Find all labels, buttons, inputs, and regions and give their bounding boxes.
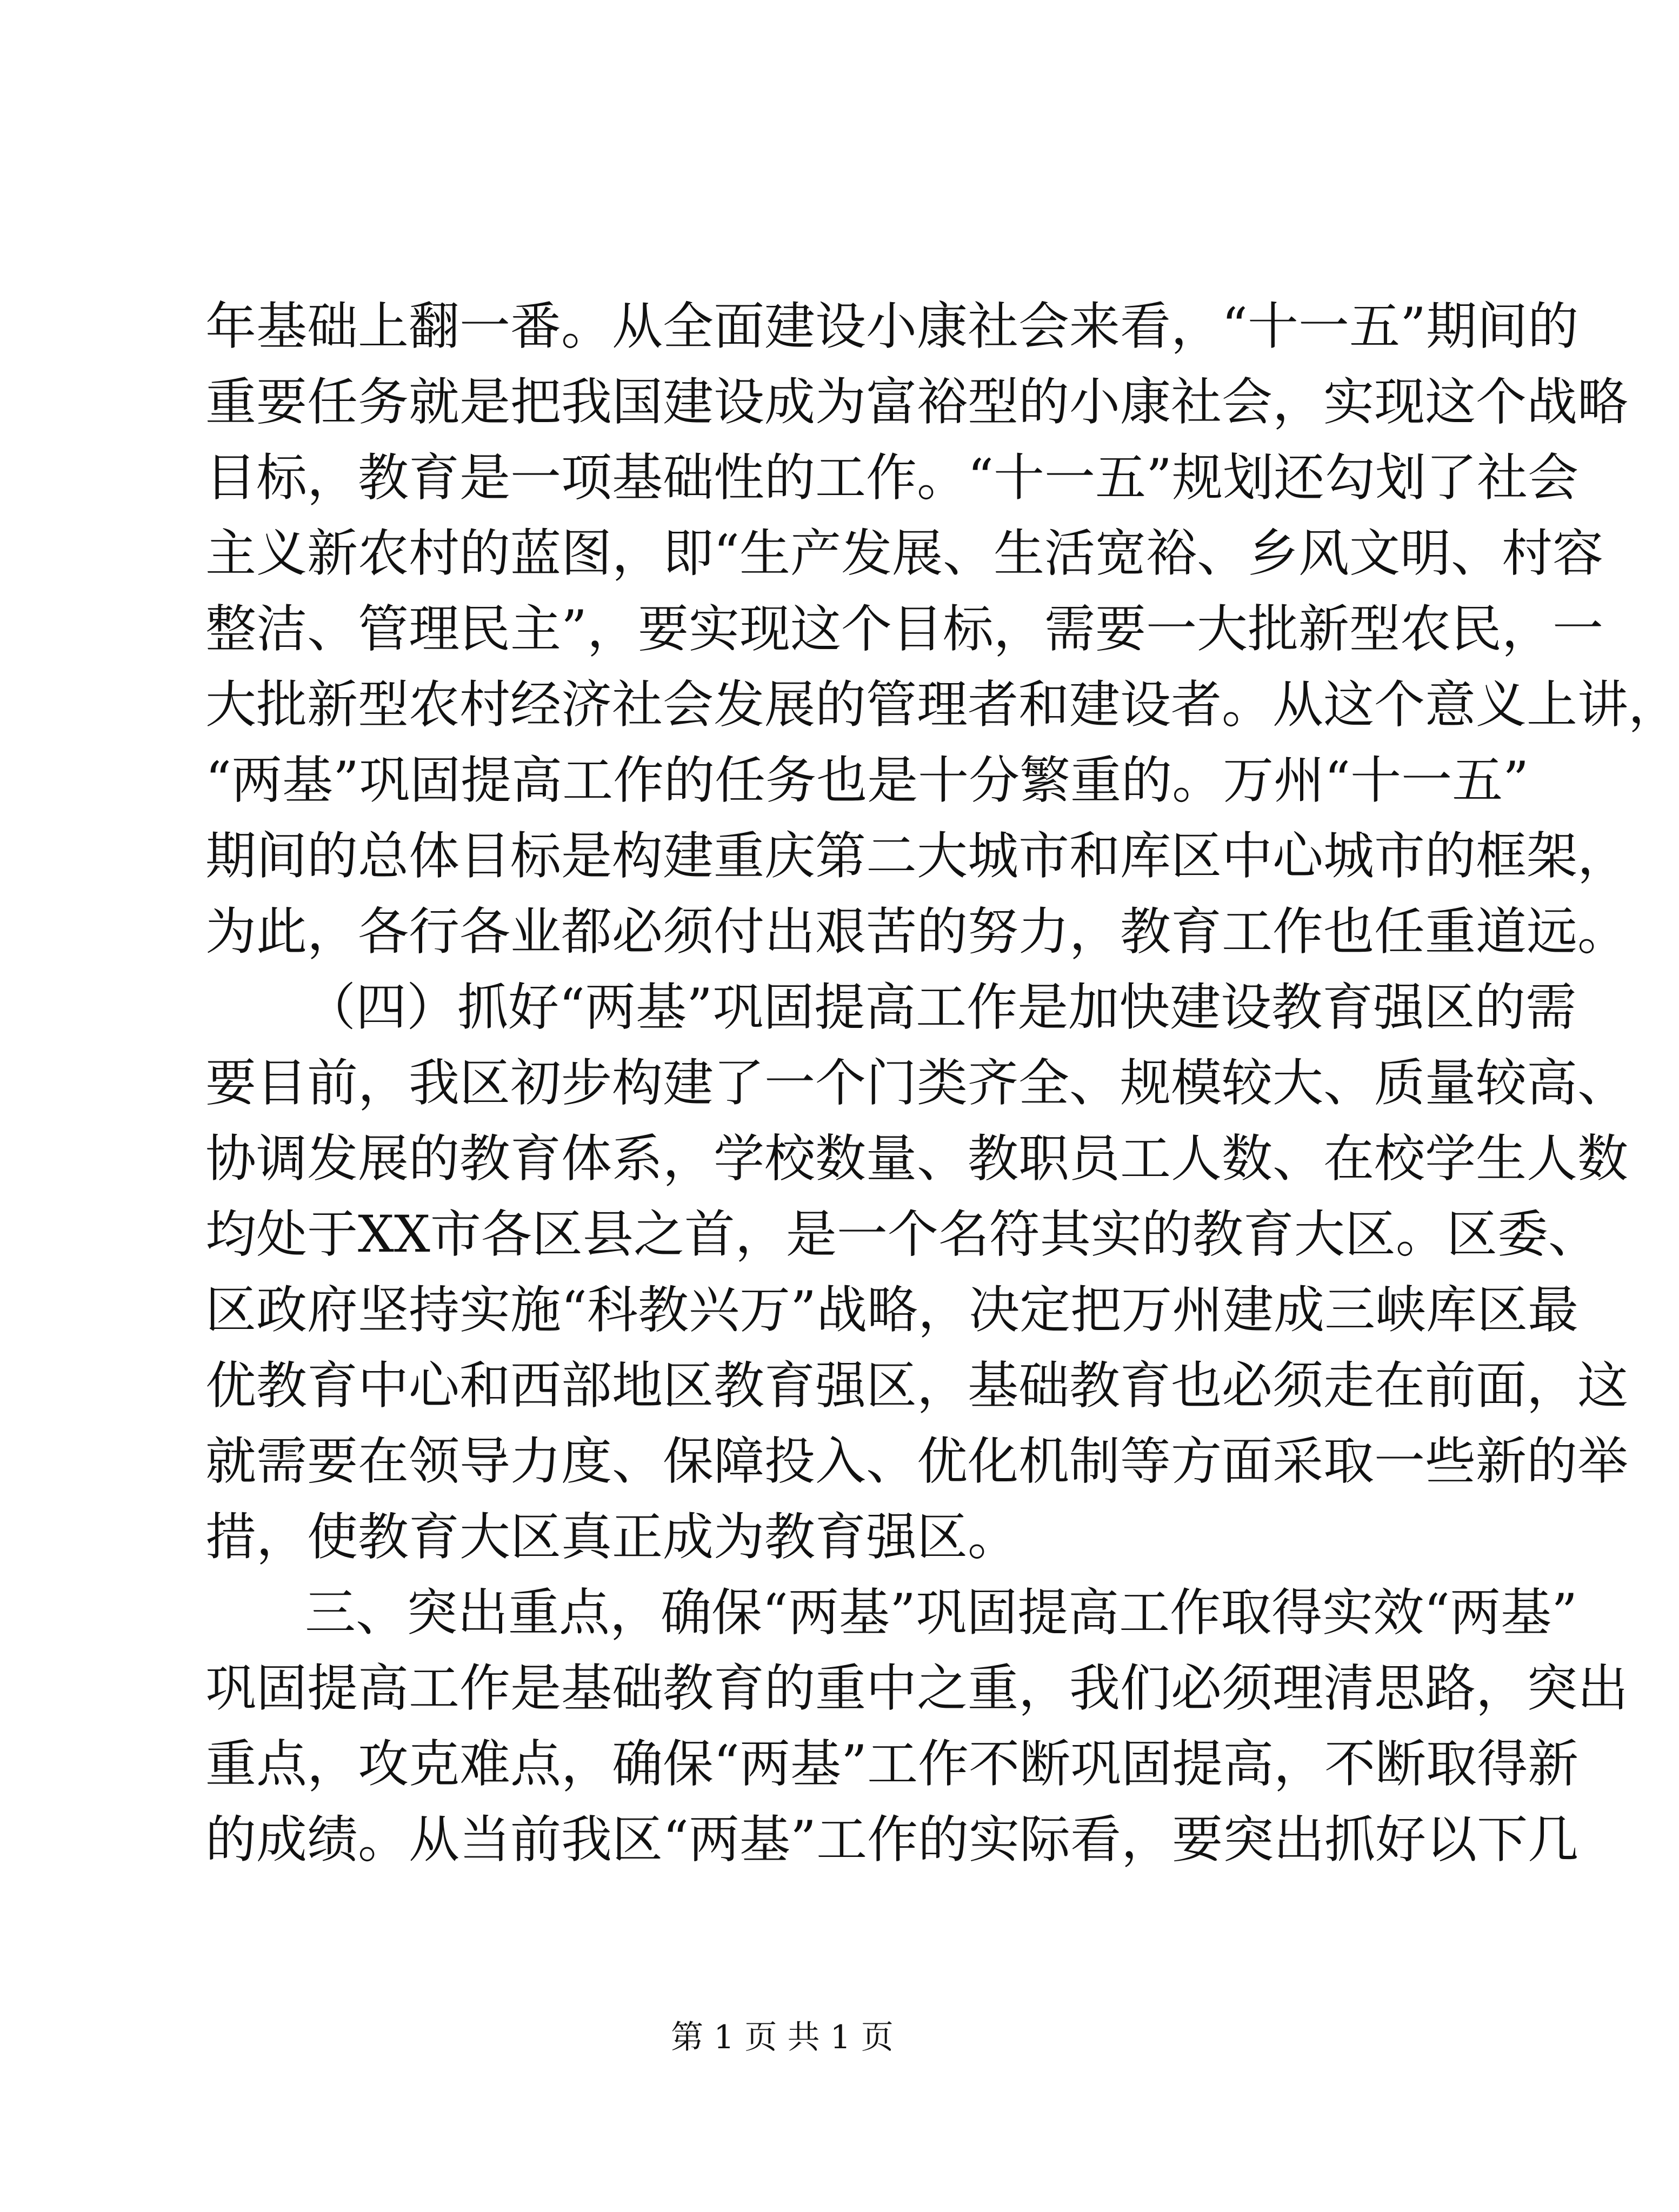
body-line-1: 年基础上翻一番。从全面建设小康社会来看，“十一五”期间的 [205,297,1579,356]
body-line-10: （四）抓好“两基”巩固提高工作是加快建设教育强区的需 [305,978,1577,1037]
body-line-3: 目标，教育是一项基础性的工作。“十一五”规划还勾划了社会 [205,449,1579,507]
body-line-5: 整洁、管理民主”，要实现这个目标，需要一大批新型农民，一 [205,600,1604,659]
body-line-17: 措，使教育大区真正成为教育强区。 [205,1508,1019,1567]
body-line-20: 重点，攻克难点，确保“两基”工作不断巩固提高，不断取得新 [205,1735,1579,1794]
body-line-15: 优教育中心和西部地区教育强区，基础教育也必须走在前面，这 [205,1356,1629,1415]
body-line-13: 均处于XX市各区县之首，是一个名符其实的教育大区。区委、 [205,1205,1599,1264]
body-line-16: 就需要在领导力度、保障投入、优化机制等方面采取一些新的举 [205,1432,1629,1491]
body-line-11: 要目前，我区初步构建了一个门类齐全、规模较大、质量较高、 [205,1054,1629,1113]
body-line-21: 的成绩。从当前我区“两基”工作的实际看，要突出抓好以下几 [205,1810,1579,1869]
page-number-footer: 第 1 页 共 1 页 [671,2019,894,2056]
body-line-8: 期间的总体目标是构建重庆第二大城市和库区中心城市的框架， [205,827,1629,886]
body-line-6: 大批新型农村经济社会发展的管理者和建设者。从这个意义上讲， [205,676,1679,734]
body-line-2: 重要任务就是把我国建设成为富裕型的小康社会，实现这个战略 [205,373,1629,432]
body-line-4: 主义新农村的蓝图，即“生产发展、生活宽裕、乡风文明、村容 [205,524,1604,583]
body-line-7: “两基”巩固提高工作的任务也是十分繁重的。万州“十一五” [205,751,1529,810]
body-line-9: 为此，各行各业都必须付出艰苦的努力，教育工作也任重道远。 [205,903,1629,961]
body-line-18: 三、突出重点，确保“两基”巩固提高工作取得实效“两基” [305,1583,1578,1642]
body-line-12: 协调发展的教育体系，学校数量、教职员工人数、在校学生人数 [205,1130,1629,1188]
body-line-14: 区政府坚持实施“科教兴万”战略，决定把万州建成三峡库区最 [205,1281,1579,1340]
body-line-19: 巩固提高工作是基础教育的重中之重，我们必须理清思路，突出 [205,1659,1629,1718]
